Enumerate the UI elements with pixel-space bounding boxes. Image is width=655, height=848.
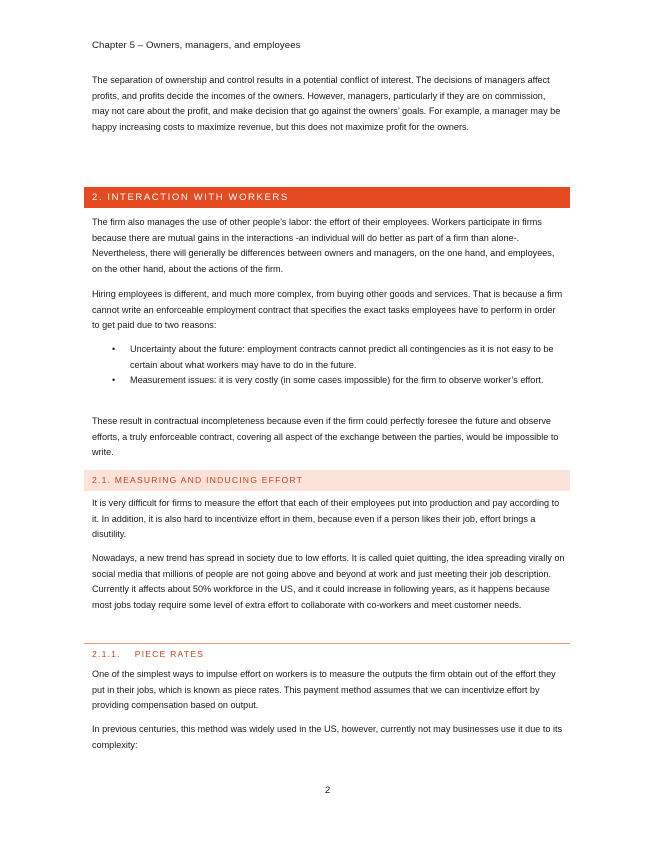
intro-paragraph: The separation of ownership and control results in a potential conflict of interest. The decisions of managers affect profits, and profits decide the incomes of the owners. However, managers, particularly if they are on commission, may not care about the profit, and make decision that go against the owners’ goals. For example, a manager may be happy increasing costs to maximize revenue, but this does not maximize profit for the owners. [92,75,561,132]
bullet-icon: • [112,344,116,354]
running-header: Chapter 5 – Owners, managers, and employees [92,40,301,51]
bullet-icon: • [112,375,116,386]
subsection-heading-measuring-effort: 2.1. MEASURING AND INDUCING EFFORT [84,470,570,491]
bullet-item [92,342,565,373]
reasons-bullet-list [92,342,565,389]
piece-rates-paragraph-1: One of the simplest ways to impulse effort on workers is to measure the outputs the firm obtain out of the effort they put in their jobs, which is known as piece rates. This payment method assumes that we can incentivize effort by providing compensation based on output. [92,669,556,711]
subsubsection-number: 2.1.1. [92,649,121,659]
subsubsection-heading-piece-rates [92,649,204,659]
subsubsection-rule [84,643,570,644]
effort-paragraph-1: It is very difficult for firms to measure the effort that each of their employees put into production and pay according to it. In addition, it is also hard to incentivize effort in them, because even if a person likes their job, effort brings a disutility. [92,498,560,540]
subsubsection-title: PIECE RATES [134,649,205,659]
bullet-text: Uncertainty about the future: employment contracts cannot predict all contingencies as it is not easy to be certain about what workers may have to do in the future. [130,344,554,370]
workers-paragraph-1: The firm also manages the use of other people’s labor: the effort of their employees. Workers participate in firms because there are mutual gains in the interactions -an individual will do better as part of a firm than alone-. Nevertheless, there will generally be differences between owners and managers, on the one hand, and employees, on the other hand, about the actions of the firm. [92,217,555,274]
bullet-text: Measurement issues: it is very costly (in some cases impossible) for the firm to observe worker’s effort. [130,375,544,386]
piece-rates-paragraph-2: In previous centuries, this method was widely used in the US, however, currently not may businesses use it due to its complexity: [92,724,563,750]
effort-paragraph-2: Nowadays, a new trend has spread in society due to low efforts. It is called quiet quitting, the idea spreading virally on social media that millions of people are not going above and beyond at work and just meeting their job description. Currently it affects about 50% workforce in the US, and it could increase in following years, as it happens because most jobs today require some level of extra effort to collaborate with co-workers and meet customer needs. [92,553,565,610]
workers-paragraph-3: These result in contractual incompleteness because even if the firm could perfectly foresee the future and observe efforts, a truly enforceable contract, covering all aspect of the exchange between the parties, would be impossible to write. [92,416,559,458]
page-number: 2 [324,785,331,796]
bullet-item [92,373,565,389]
workers-paragraph-2: Hiring employees is different, and much more complex, from buying other goods and services. That is because a firm cannot write an enforceable employment contract that specifies the exact tasks employees have to perform in order to get paid due to two reasons: [92,289,563,331]
section-heading-interaction-with-workers: 2. INTERACTION WITH WORKERS [84,187,570,208]
